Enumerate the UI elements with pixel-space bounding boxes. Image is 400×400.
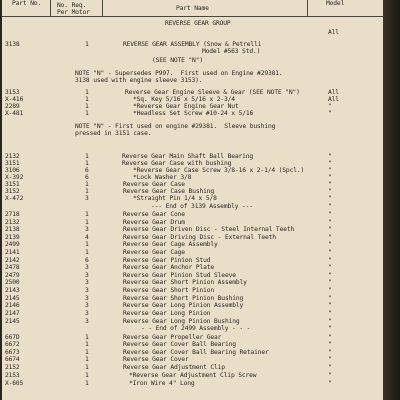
- model-mark: ": [328, 272, 332, 279]
- part-number: 2143: [5, 287, 20, 294]
- part-name: *Lock Washer 3/8: [133, 174, 192, 181]
- part-name: Reverse Gear Adjustment Clip: [123, 364, 225, 371]
- part-number: 2147: [5, 310, 20, 317]
- model-mark: ": [328, 234, 332, 241]
- part-number: 667D: [5, 334, 20, 341]
- quantity: 1: [85, 96, 89, 103]
- quantity: 1: [85, 219, 89, 226]
- part-number: X-472: [5, 195, 24, 202]
- part-name: *Iron Wire 4" Long: [129, 380, 195, 387]
- quantity: 1: [85, 372, 89, 379]
- model-mark: ": [328, 279, 332, 286]
- part-name: Model #563 Std.): [202, 48, 261, 55]
- part-name: REVERSE GEAR ASSEMBLY (Snow & Petrelli: [123, 41, 262, 48]
- part-name: Reverse Gear Main Shaft Ball Bearing: [122, 153, 254, 160]
- part-name: Reverse Gear Cover: [123, 356, 189, 363]
- header-rule: [2, 16, 383, 17]
- quantity: 3: [85, 226, 89, 233]
- header-model: Model: [326, 0, 345, 7]
- model-mark: ": [328, 249, 332, 256]
- header-per-motor: Per Motor: [57, 9, 90, 16]
- part-number: 3151: [5, 181, 20, 188]
- header-divider: [307, 0, 308, 16]
- model-mark: ": [328, 349, 332, 356]
- quantity: 1: [85, 349, 89, 356]
- part-name: Reverse Gear Driving Disc - External Teeth: [123, 234, 276, 241]
- part-number: 3106: [5, 167, 20, 174]
- part-name: Reverse Gear Pinion Stud: [123, 257, 211, 264]
- model-mark: ": [328, 219, 332, 226]
- quantity: 3: [85, 310, 89, 317]
- model-mark: ": [328, 287, 332, 294]
- part-number: 2132: [5, 219, 20, 226]
- part-name: Reverse Gear Short Pinion Bushing: [123, 295, 244, 302]
- part-name: Reverse Gear Driven Disc - Steel Internal Teeth: [123, 226, 295, 233]
- quantity: 1: [85, 341, 89, 348]
- model-mark: All: [328, 96, 339, 103]
- part-name: Reverse Gear Propeller Gear: [123, 334, 222, 341]
- model-mark: ": [328, 195, 332, 202]
- part-name: *Reverse Gear Adjustment Clip Screw: [129, 372, 257, 379]
- model-mark: ": [328, 372, 332, 379]
- part-number: 6672: [5, 341, 20, 348]
- part-name: *Reverse Gear Engine Gear Nut: [133, 103, 239, 110]
- part-number: 2145: [5, 318, 20, 325]
- group-title: REVERSE GEAR GROUP: [165, 20, 231, 27]
- model-mark: ": [328, 241, 332, 248]
- part-number: 3153: [5, 89, 20, 96]
- quantity: 3: [85, 195, 89, 202]
- quantity: 1: [85, 153, 89, 160]
- part-name: --- End of 3139 Assembly ---: [151, 203, 253, 210]
- part-number: 2138: [5, 226, 20, 233]
- part-name: - - End of 2499 Assembly - - -: [141, 325, 251, 332]
- part-name: 3138 used with engine sleeve 3153).: [75, 77, 203, 84]
- part-name: Reverse Gear Long Pinion Bushing: [123, 318, 240, 325]
- part-name: *Sq. Key 5/16 x 5/16 x 2-3/4: [133, 96, 235, 103]
- quantity: 3: [85, 264, 89, 271]
- model-mark: ": [328, 364, 332, 371]
- part-name: (SEE NOTE "N"): [152, 57, 203, 64]
- quantity: 1: [85, 110, 89, 117]
- part-name: Reverse Gear Case with bushing: [122, 160, 232, 167]
- part-number: 2132: [5, 153, 20, 160]
- part-number: 2142: [5, 257, 20, 264]
- model-mark: ": [328, 295, 332, 302]
- model-mark: All: [328, 29, 339, 36]
- part-number: 6673: [5, 349, 20, 356]
- quantity: 3: [85, 287, 89, 294]
- part-number: 2289: [5, 103, 20, 110]
- part-name: Reverse Gear Drum: [123, 219, 185, 226]
- part-name: Reverse Gear Anchor Plate: [123, 264, 215, 271]
- quantity: 1: [85, 160, 89, 167]
- quantity: 1: [85, 380, 89, 387]
- header-divider: [50, 0, 51, 16]
- part-name: *Headless Set Screw #10-24 x 5/16: [133, 110, 254, 117]
- model-mark: ": [328, 310, 332, 317]
- model-mark: All: [328, 89, 339, 96]
- part-number: 2145: [5, 295, 20, 302]
- model-mark: ": [328, 264, 332, 271]
- part-number: 2499: [5, 241, 20, 248]
- part-number: 6674: [5, 356, 20, 363]
- model-mark: ": [328, 356, 332, 363]
- part-number: 3138: [5, 41, 20, 48]
- quantity: 6: [85, 167, 89, 174]
- quantity: 1: [85, 181, 89, 188]
- part-number: X-416: [5, 96, 24, 103]
- part-number: 2146: [5, 302, 20, 309]
- part-number: 2479: [5, 272, 20, 279]
- part-name: Reverse Gear Short Pinion: [123, 287, 215, 294]
- part-name: Reverse Gear Short Pinion Assembly: [123, 279, 247, 286]
- model-mark: ": [328, 226, 332, 233]
- part-name: pressed in 3151 case.: [75, 130, 152, 137]
- part-name: Reverse Gear Long Pinion: [123, 310, 211, 317]
- part-name: Reverse Gear Long Pinion Assembly: [123, 302, 244, 309]
- model-mark: ": [328, 188, 332, 195]
- part-name: *Straight Pin 1/4 x 5/8: [133, 195, 217, 202]
- quantity: 1: [85, 241, 89, 248]
- quantity: 1: [85, 103, 89, 110]
- part-name: NOTE "N" - First used on engine #29381. Sleeve bushing: [75, 123, 276, 130]
- part-number: 3152: [5, 188, 20, 195]
- model-mark: ": [328, 325, 332, 332]
- model-mark: ": [328, 153, 332, 160]
- part-name: *Reverse Gear Case Screw 3/8-16 x 2-1/4 (Spcl.): [133, 167, 305, 174]
- model-mark: ": [328, 318, 332, 325]
- quantity: 4: [85, 234, 89, 241]
- quantity: 1: [85, 356, 89, 363]
- part-number: 2139: [5, 234, 20, 241]
- header-divider: [102, 0, 103, 16]
- part-number: 2141: [5, 249, 20, 256]
- part-name: Reverse Gear Cage: [123, 249, 185, 256]
- quantity: 3: [85, 318, 89, 325]
- quantity: 6: [85, 174, 89, 181]
- catalog-page: [2, 0, 383, 400]
- quantity: 1: [85, 334, 89, 341]
- model-mark: ": [328, 334, 332, 341]
- part-number: 2500: [5, 279, 20, 286]
- part-number: 3151: [5, 160, 20, 167]
- model-mark: ": [328, 341, 332, 348]
- part-number: 2152: [5, 364, 20, 371]
- quantity: 3: [85, 272, 89, 279]
- quantity: 1: [85, 364, 89, 371]
- part-number: 2153: [5, 372, 20, 379]
- quantity: 3: [85, 279, 89, 286]
- part-number: 2478: [5, 264, 20, 271]
- quantity: 1: [85, 188, 89, 195]
- part-name: Reverse Gear Engine Sleeve & Gear (SEE NOTE "N"): [125, 89, 300, 96]
- part-name: Reverse Gear Case Bushing: [123, 188, 215, 195]
- part-name: Reverse Gear Pinion Stud Sleeve: [123, 272, 236, 279]
- model-mark: ": [328, 174, 332, 181]
- part-name: Reverse Gear Cage Assembly: [123, 241, 218, 248]
- model-mark: ": [328, 160, 332, 167]
- part-name: Reverse Gear Case: [123, 181, 185, 188]
- model-mark: ": [328, 302, 332, 309]
- model-mark: ": [328, 181, 332, 188]
- quantity: 3: [85, 302, 89, 309]
- part-number: X-481: [5, 110, 24, 117]
- model-mark: ": [328, 203, 332, 210]
- quantity: 1: [85, 249, 89, 256]
- quantity: 6: [85, 257, 89, 264]
- quantity: 1: [85, 89, 89, 96]
- model-mark: ": [328, 110, 332, 117]
- quantity: 1: [85, 211, 89, 218]
- quantity: 3: [85, 295, 89, 302]
- part-name: Reverse Gear Cone: [123, 211, 185, 218]
- part-number: X-605: [5, 380, 24, 387]
- header-part-name: Part Name: [176, 5, 209, 12]
- part-name: Reverse Gear Cover Ball Bearing Retainer: [123, 349, 269, 356]
- model-mark: ": [328, 211, 332, 218]
- quantity: 1: [85, 41, 89, 48]
- part-name: Reverse Gear Cover Ball Bearing: [123, 341, 236, 348]
- model-mark: ": [328, 103, 332, 110]
- part-number: 2718: [5, 211, 20, 218]
- model-mark: ": [328, 380, 332, 387]
- model-mark: ": [328, 257, 332, 264]
- part-number: X-392: [5, 174, 24, 181]
- header-no-req: No. Req.: [57, 2, 87, 9]
- header-part-no: Part No.: [12, 0, 42, 7]
- part-name: NOTE "N" - Supersedes P997. First used on Engine #29381.: [75, 70, 283, 77]
- book-spine: [383, 0, 400, 400]
- model-mark: ": [328, 167, 332, 174]
